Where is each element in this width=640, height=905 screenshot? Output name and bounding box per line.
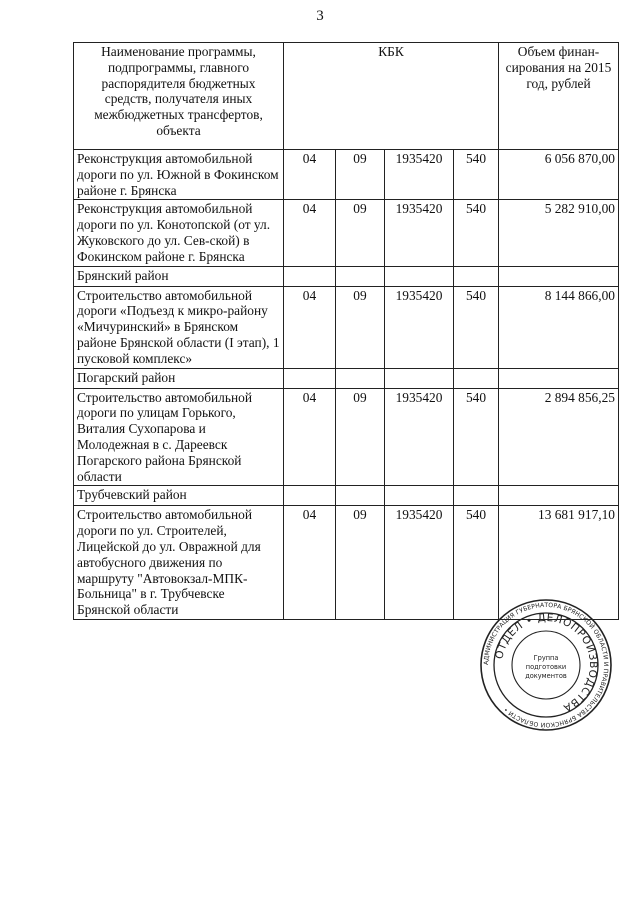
svg-text:Группа: Группа [533, 654, 559, 662]
row-name: Строительство автомобильной дороги «Подъезд к микро-району «Мичуринский» в Брянском районе Брянской области (I этап), 1 пусковой комплекс» [74, 286, 284, 368]
row-amount: 13 681 917,10 [499, 506, 619, 620]
page-number: 3 [316, 8, 324, 24]
district-row [74, 266, 619, 286]
row-name: Реконструкция автомобильной дороги по ул. Южной в Фокинском районе г. Брянска [74, 150, 284, 200]
table-row [74, 200, 619, 266]
header-amount: Объем финан-сирования на 2015 год, рублей [499, 43, 619, 150]
kbk-subsection: 09 [336, 506, 385, 620]
district-name: Брянский район [74, 266, 284, 286]
table-row [74, 388, 619, 486]
row-name: Строительство автомобильной дороги по улицам Горького, Виталия Сухопарова и Молодежная в с. Дареевск Погарского района Брянской области [74, 388, 284, 486]
district-row [74, 368, 619, 388]
kbk-section: 04 [284, 388, 336, 486]
kbk-section: 04 [284, 150, 336, 200]
svg-text:подготовки: подготовки [525, 663, 567, 671]
kbk-target: 1935420 [385, 506, 454, 620]
kbk-target: 1935420 [385, 150, 454, 200]
kbk-type: 540 [454, 200, 499, 266]
kbk-section: 04 [284, 506, 336, 620]
svg-text:документов: документов [525, 672, 567, 680]
kbk-section: 04 [284, 200, 336, 266]
row-name: Строительство автомобильной дороги по ул. Строителей, Лицейской до ул. Овражной для автобусного движения по маршруту "Автовокзал-МПК-Больница" в г. Трубчевске Брянской области [74, 506, 284, 620]
table-body [74, 150, 619, 620]
kbk-subsection: 09 [336, 150, 385, 200]
kbk-type: 540 [454, 150, 499, 200]
table-header-row [74, 43, 619, 150]
svg-text:АДМИНИСТРАЦИЯ ГУБЕРНАТОРА БРЯН: АДМИНИСТРАЦИЯ ГУБЕРНАТОРА БРЯНСКОЙ ОБЛАСТИ И ПРАВИТЕЛЬСТВА БРЯНСКОЙ ОБЛАСТИ • [482, 601, 610, 729]
kbk-target: 1935420 [385, 200, 454, 266]
header-name: Наименование программы, подпрограммы, главного распорядителя бюджетных средств, получателя иных межбюджетных трансфертов, объекта [74, 43, 284, 150]
kbk-type: 540 [454, 388, 499, 486]
header-kbk: КБК [284, 43, 499, 150]
kbk-subsection: 09 [336, 388, 385, 486]
official-seal-stamp [479, 598, 613, 732]
row-amount: 5 282 910,00 [499, 200, 619, 266]
table-row [74, 286, 619, 368]
kbk-type: 540 [454, 286, 499, 368]
kbk-section: 04 [284, 286, 336, 368]
row-amount: 8 144 866,00 [499, 286, 619, 368]
kbk-target: 1935420 [385, 388, 454, 486]
district-name: Погарский район [74, 368, 284, 388]
row-name: Реконструкция автомобильной дороги по ул. Конотопской (от ул. Жуковского до ул. Сев-ской) в Фокинском районе г. Брянска [74, 200, 284, 266]
district-row [74, 486, 619, 506]
row-amount: 2 894 856,25 [499, 388, 619, 486]
district-name: Трубчевский район [74, 486, 284, 506]
kbk-target: 1935420 [385, 286, 454, 368]
budget-table [73, 42, 619, 620]
kbk-type: 540 [454, 506, 499, 620]
row-amount: 6 056 870,00 [499, 150, 619, 200]
svg-text:ОТДЕЛ • ДЕЛОПРОИЗВОДСТВА: ОТДЕЛ • ДЕЛОПРОИЗВОДСТВА [493, 611, 600, 715]
table-row [74, 150, 619, 200]
kbk-subsection: 09 [336, 200, 385, 266]
kbk-subsection: 09 [336, 286, 385, 368]
